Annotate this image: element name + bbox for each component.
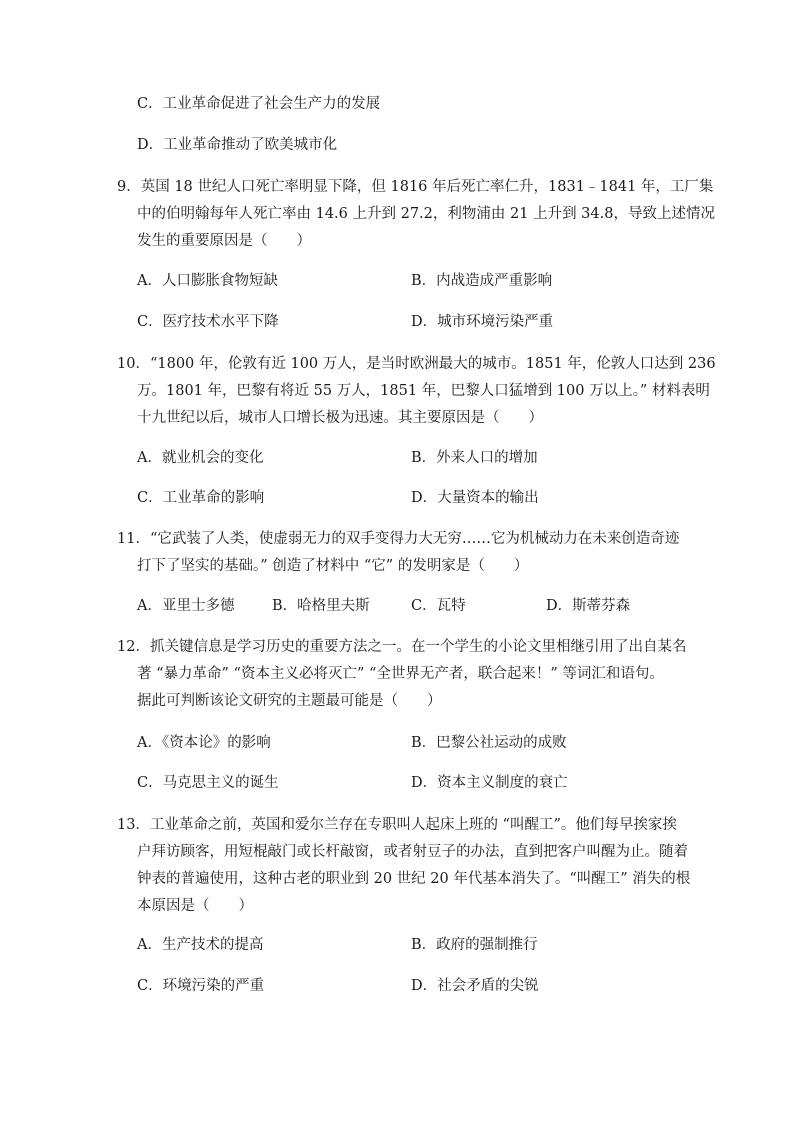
q9-stem-line-2: 中的伯明翰每年人死亡率由 14.6 上升到 27.2，利物浦由 21 上升到 34.8，导致上述情况: [137, 206, 715, 222]
q8-option-c: C．工业革命促进了社会生产力的发展: [137, 96, 381, 112]
q13-option-d: D．社会矛盾的尖锐: [411, 978, 539, 994]
q9-option-b: B．内战造成严重影响: [411, 273, 553, 289]
q13-option-c: C．环境污染的严重: [137, 978, 265, 994]
q12-option-b: B．巴黎公社运动的成败: [411, 735, 567, 751]
q12-stem-line-2: 著 “暴力革命” “资本主义必将灭亡” “全世界无产者，联合起来！” 等词汇和语句。: [137, 666, 664, 682]
q10-stem-line-1: 10．“1800 年，伦敦有近 100 万人，是当时欧洲最大的城市。1851 年，伦敦人口达到 236: [117, 356, 716, 372]
q12-stem-line-3: 据此可判断该论文研究的主题最可能是（ ）: [137, 693, 442, 709]
q13-stem-line-3: 钟表的普遍使用，这种古老的职业到 20 世纪 20 年代基本消失了。“叫醒工” 消失的根: [137, 871, 691, 887]
q10-option-c: C．工业革命的影响: [137, 490, 265, 506]
q9-option-a: A．人口膨胀食物短缺: [137, 273, 278, 289]
q10-stem-line-3: 十九世纪以后，城市人口增长极为迅速。其主要原因是（ ）: [137, 410, 543, 426]
q9-stem-line-1: 9．英国 18 世纪人口死亡率明显下降，但 1816 年后死亡率仁升，1831﹣1841 年，工厂集: [117, 179, 714, 195]
q12-stem-line-1: 12．抓关键信息是学习历史的重要方法之一。在一个学生的小论文里相继引用了出自某名: [117, 639, 687, 655]
q10-option-d: D．大量资本的输出: [411, 490, 539, 506]
q13-option-b: B．政府的强制推行: [411, 937, 538, 953]
q12-option-d: D．资本主义制度的衰亡: [411, 775, 568, 791]
q11-option-d: D．斯蒂芬森: [546, 598, 631, 614]
q11-option-a: A．亚里士多德: [137, 598, 235, 614]
q13-option-a: A．生产技术的提高: [137, 937, 264, 953]
q10-stem-line-2: 万。1801 年，巴黎有将近 55 万人，1851 年，巴黎人口猛增到 100 万以上。” 材料表明: [137, 383, 710, 399]
q11-option-c: C．瓦特: [411, 598, 466, 614]
q11-stem-line-2: 打下了坚实的基础。” 创造了材料中 “它” 的发明家是（ ）: [137, 558, 529, 574]
q10-option-a: A．就业机会的变化: [137, 450, 264, 466]
q12-option-c: C．马克思主义的诞生: [137, 775, 279, 791]
q12-option-a: A．《资本论》的影响: [137, 735, 271, 751]
q11-stem-line-1: 11．“它武装了人类，使虚弱无力的双手变得力大无穷……它为机械动力在未来创造奇迹: [117, 531, 680, 547]
q10-option-b: B．外来人口的增加: [411, 450, 538, 466]
q13-stem-line-2: 户拜访顾客，用短棍敲门或长杆敲窗，或者射豆子的办法，直到把客户叫醒为止。随着: [137, 844, 688, 860]
q9-option-d: D．城市环境污染严重: [411, 314, 554, 330]
q13-stem-line-4: 本原因是（ ）: [137, 898, 253, 914]
q8-option-d: D．工业革命推动了欧美城市化: [137, 137, 338, 153]
q11-option-b: B．哈格里夫斯: [272, 598, 370, 614]
q13-stem-line-1: 13．工业革命之前，英国和爱尔兰存在专职叫人起床上班的 “叫醒工”。他们每早挨家挨: [117, 817, 677, 833]
q9-stem-line-3: 发生的重要原因是（ ）: [137, 233, 311, 249]
q9-option-c: C．医疗技术水平下降: [137, 314, 279, 330]
